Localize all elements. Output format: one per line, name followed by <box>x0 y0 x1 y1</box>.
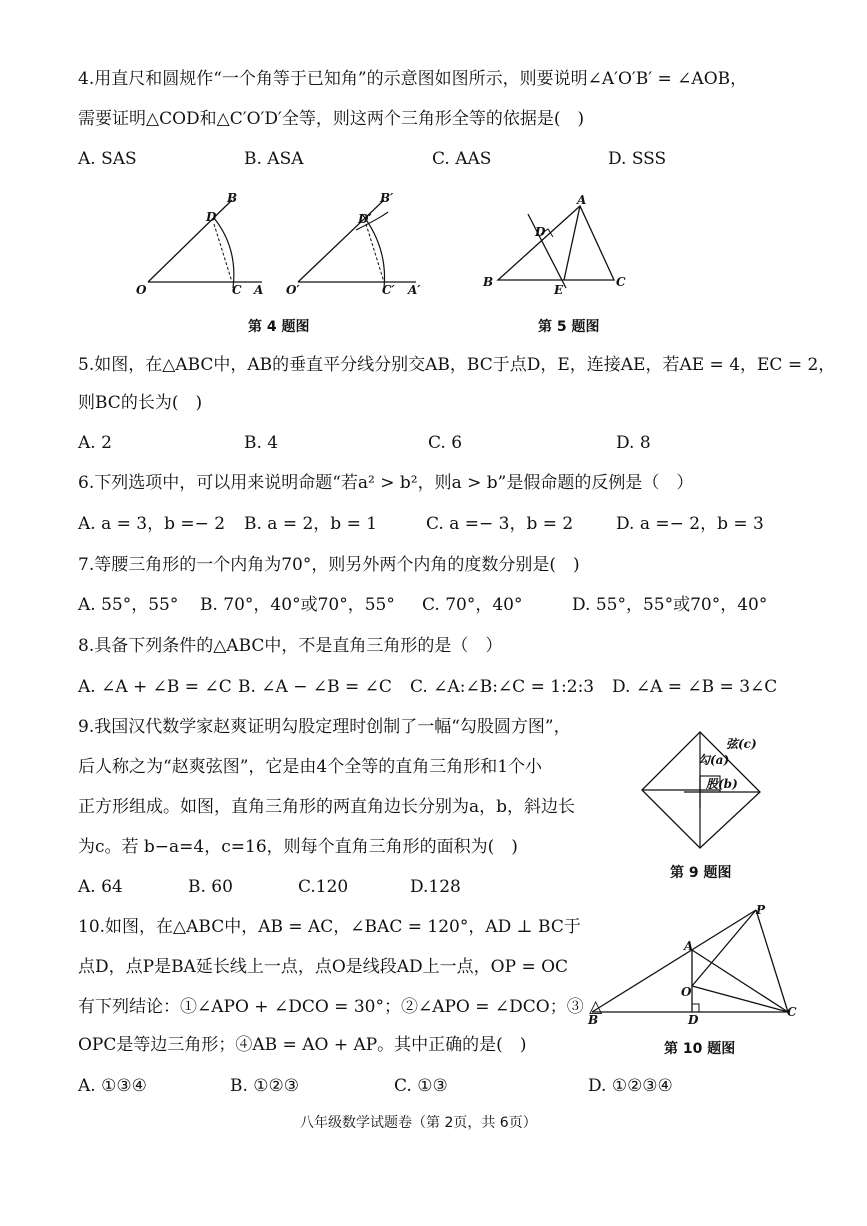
q10-line2: 点D，点P是BA延长线上一点，点O是线段AD上一点，OP = OC <box>78 957 569 977</box>
q10-line1: 10.如图，在△ABC中，AB = AC，∠BAC = 120°，AD ⊥ BC于 <box>78 917 581 937</box>
figure-4 <box>130 188 440 303</box>
q4-line2: 需要证明△COD和△C′O′D′全等，则这两个三角形全等的依据是( ) <box>78 109 585 129</box>
q9-line1: 9.我国汉代数学家赵爽证明勾股定理时创制了一幅“勾股圆方图”， <box>78 717 571 737</box>
q10-option-a: A. ①③④ <box>78 1076 147 1096</box>
q9-line4: 为c。若 b−a=4，c=16，则每个直角三角形的面积为( ) <box>78 837 518 857</box>
fig9-label-long-leg: 股(b) <box>706 777 738 791</box>
q8-option-a: A. ∠A + ∠B = ∠C <box>78 677 232 697</box>
q7-option-c: C. 70°，40° <box>422 595 523 615</box>
q4-option-a: A. SAS <box>78 149 137 169</box>
q9-option-a: A. 64 <box>78 877 123 897</box>
fig4-label-c-prime: C′ <box>382 283 395 297</box>
q5-line2: 则BC的长为( ) <box>78 393 203 413</box>
figure-10 <box>584 904 800 1028</box>
fig5-label-c: C <box>616 275 626 289</box>
q5-line1: 5.如图，在△ABC中，AB的垂直平分线分别交AB，BC于点D，E，连接AE，若AE = 4，EC = 2， <box>78 355 836 375</box>
q10-option-d: D. ①②③④ <box>588 1076 673 1096</box>
q10-option-b: B. ①②③ <box>230 1076 300 1096</box>
fig4-caption: 第 4 题图 <box>248 319 310 335</box>
q10-line3: 有下列结论：①∠APO + ∠DCO = 30°；②∠APO = ∠DCO；③ △ <box>78 997 603 1017</box>
figure-9 <box>636 728 766 850</box>
page-footer: 八年级数学试题卷（第 2页，共 6页） <box>300 1115 537 1131</box>
q6-option-c: C. a =− 3，b = 2 <box>426 514 574 534</box>
fig4-label-d: D <box>206 210 217 224</box>
q8-option-c: C. ∠A:∠B:∠C = 1:2:3 <box>410 677 595 697</box>
q4-option-b: B. ASA <box>244 149 304 169</box>
q5-option-b: B. 4 <box>244 433 279 453</box>
fig10-label-c: C <box>787 1005 797 1019</box>
q7-option-b: B. 70°，40°或70°，55° <box>200 595 395 615</box>
q7-option-d: D. 55°，55°或70°，40° <box>572 595 768 615</box>
q9-option-c: C.120 <box>298 877 349 897</box>
q6-option-d: D. a =− 2，b = 3 <box>616 514 764 534</box>
q5-option-d: D. 8 <box>616 433 651 453</box>
q4-line1: 4.用直尺和圆规作“一个角等于已知角”的示意图如图所示，则要说明∠A′O′B′ = ∠AOB， <box>78 69 748 89</box>
q9-option-d: D.128 <box>410 877 461 897</box>
fig10-label-a: A <box>684 939 694 953</box>
fig5-label-a: A <box>577 193 587 207</box>
q10-line4: OPC是等边三角形；④AB = AO + AP。其中正确的是( ) <box>78 1035 527 1055</box>
q5-option-a: A. 2 <box>78 433 112 453</box>
fig9-caption: 第 9 题图 <box>670 865 732 881</box>
q9-line3: 正方形组成。如图，直角三角形的两直角边长分别为a，b，斜边长 <box>78 797 576 817</box>
q4-option-c: C. AAS <box>432 149 492 169</box>
q9-line2: 后人称之为“赵爽弦图”，它是由4个全等的直角三角形和1个小 <box>78 757 543 777</box>
fig4-label-c: C <box>232 283 242 297</box>
fig4-label-a: A <box>254 283 264 297</box>
fig5-caption: 第 5 题图 <box>538 319 600 335</box>
q6-option-b: B. a = 2，b = 1 <box>244 514 378 534</box>
fig10-caption: 第 10 题图 <box>664 1041 736 1057</box>
fig10-label-p: P <box>756 904 766 917</box>
q6-option-a: A. a = 3，b =− 2 <box>78 514 226 534</box>
q7-line1: 7.等腰三角形的一个内角为70°，则另外两个内角的度数分别是( ) <box>78 555 580 575</box>
fig5-label-e: E <box>554 283 564 297</box>
fig9-label-short-leg: 勾(a) <box>698 753 730 767</box>
q8-option-d: D. ∠A = ∠B = 3∠C <box>612 677 778 697</box>
fig10-label-o: O <box>681 985 692 999</box>
q8-option-b: B. ∠A − ∠B = ∠C <box>238 677 392 697</box>
fig4-label-b-prime: B′ <box>380 191 394 205</box>
fig10-label-d: D <box>688 1013 699 1027</box>
q8-line1: 8.具备下列条件的△ABC中，不是直角三角形的是（ ） <box>78 636 503 656</box>
fig4-label-d-prime: D′ <box>358 212 372 226</box>
fig9-label-hypotenuse: 弦(c) <box>726 737 757 751</box>
q10-option-c: C. ①③ <box>394 1076 448 1096</box>
q9-option-b: B. 60 <box>188 877 233 897</box>
fig5-label-d: D <box>535 225 546 239</box>
figure-5 <box>478 192 638 302</box>
fig4-label-b: B <box>227 191 238 205</box>
fig4-label-a-prime: A′ <box>408 283 421 297</box>
fig4-label-o-prime: O′ <box>286 283 300 297</box>
q5-option-c: C. 6 <box>428 433 463 453</box>
q7-option-a: A. 55°，55° <box>78 595 179 615</box>
fig10-label-b: B <box>588 1013 599 1027</box>
q6-line1: 6.下列选项中，可以用来说明命题“若a² > b²，则a > b”是假命题的反例是（ ） <box>78 473 694 493</box>
fig5-label-b: B <box>483 275 494 289</box>
fig4-label-o: O <box>136 283 147 297</box>
q4-option-d: D. SSS <box>608 149 667 169</box>
